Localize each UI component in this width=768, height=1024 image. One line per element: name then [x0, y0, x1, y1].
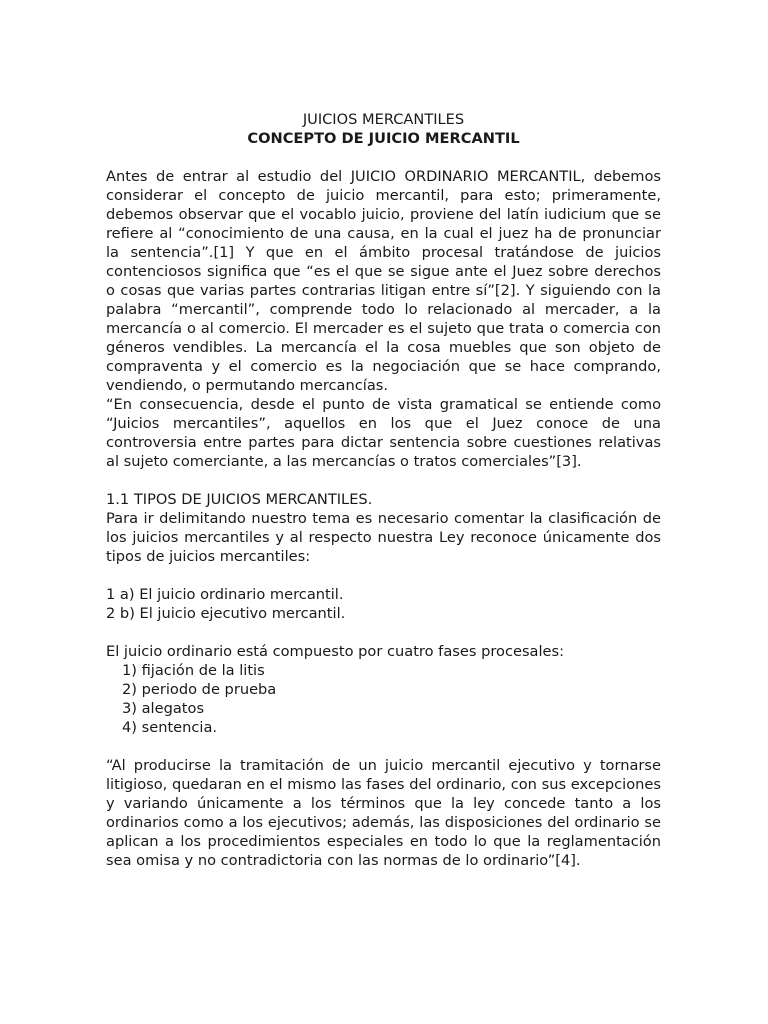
phase-item: 1) fijación de la litis	[122, 662, 265, 679]
document-page	[106, 110, 661, 870]
paragraph-types-intro: Para ir delimitando nuestro tema es necesario comentar la clasificación de los juicios mercantiles y al respecto nuestra Ley reconoce únicamente dos tipos de juicios mercantiles:	[106, 510, 661, 565]
phase-item: 3) alegatos	[122, 700, 205, 717]
spacer	[106, 471, 661, 490]
paragraph-executive-note: “Al producirse la tramitación de un juicio mercantil ejecutivo y tornarse litigioso, quedaran en el mismo las fases del ordinario, con sus excepciones y variando únicamente a los términos que la ley concede tanto a los ordinarios como a los ejecutivos; además, las disposiciones del ordinario se aplican a los procedimientos especiales en todo lo que la reglamentación sea omisa y no contradictoria con las normas de lo ordinario”[4].	[106, 757, 661, 869]
spacer	[106, 566, 661, 585]
document-subtitle: CONCEPTO DE JUICIO MERCANTIL	[247, 130, 520, 147]
document-title: JUICIOS MERCANTILES	[302, 111, 465, 128]
spacer	[106, 737, 661, 756]
phases-list	[106, 661, 661, 737]
section-heading: 1.1 TIPOS DE JUICIOS MERCANTILES.	[106, 491, 373, 508]
type-item-ordinary: 1 a) El juicio ordinario mercantil.	[106, 586, 344, 603]
phase-item: 2) periodo de prueba	[122, 681, 277, 698]
phases-intro: El juicio ordinario está compuesto por cuatro fases procesales:	[106, 643, 565, 660]
spacer	[106, 623, 661, 642]
phase-item: 4) sentencia.	[122, 719, 218, 736]
type-item-executive: 2 b) El juicio ejecutivo mercantil.	[106, 605, 346, 622]
paragraph-concept: Antes de entrar al estudio del JUICIO ORDINARIO MERCANTIL, debemos considerar el concepto de juicio mercantil, para esto; primeramente, debemos observar que el vocablo juicio, proviene del latín iudicium que se refiere al “conocimiento de una causa, en la cual el juez ha de pronunciar la sentencia”.[1] Y que en el ámbito procesal tratándose de juicios contenciosos significa que “es el que se sigue ante el Juez sobre derechos o cosas que varias partes contrarias litigan entre sí”[2]. Y siguiendo con la palabra “mercantil”, comprende todo lo relacionado al mercader, a la mercancía o al comercio. El mercader es el sujeto que trata o comercia con géneros vendibles. La mercancía el la cosa muebles que son objeto de compraventa y el comercio es la negociación que se hace comprando, vendiendo, o permutando mercancías.	[106, 168, 661, 394]
spacer	[106, 148, 661, 167]
paragraph-definition: “En consecuencia, desde el punto de vista gramatical se entiende como “Juicios mercantiles”, aquellos en los que el Juez conoce de una controversia entre partes para dictar sentencia sobre cuestiones relativas al sujeto comerciante, a las mercancías o tratos comerciales”[3].	[106, 396, 661, 470]
